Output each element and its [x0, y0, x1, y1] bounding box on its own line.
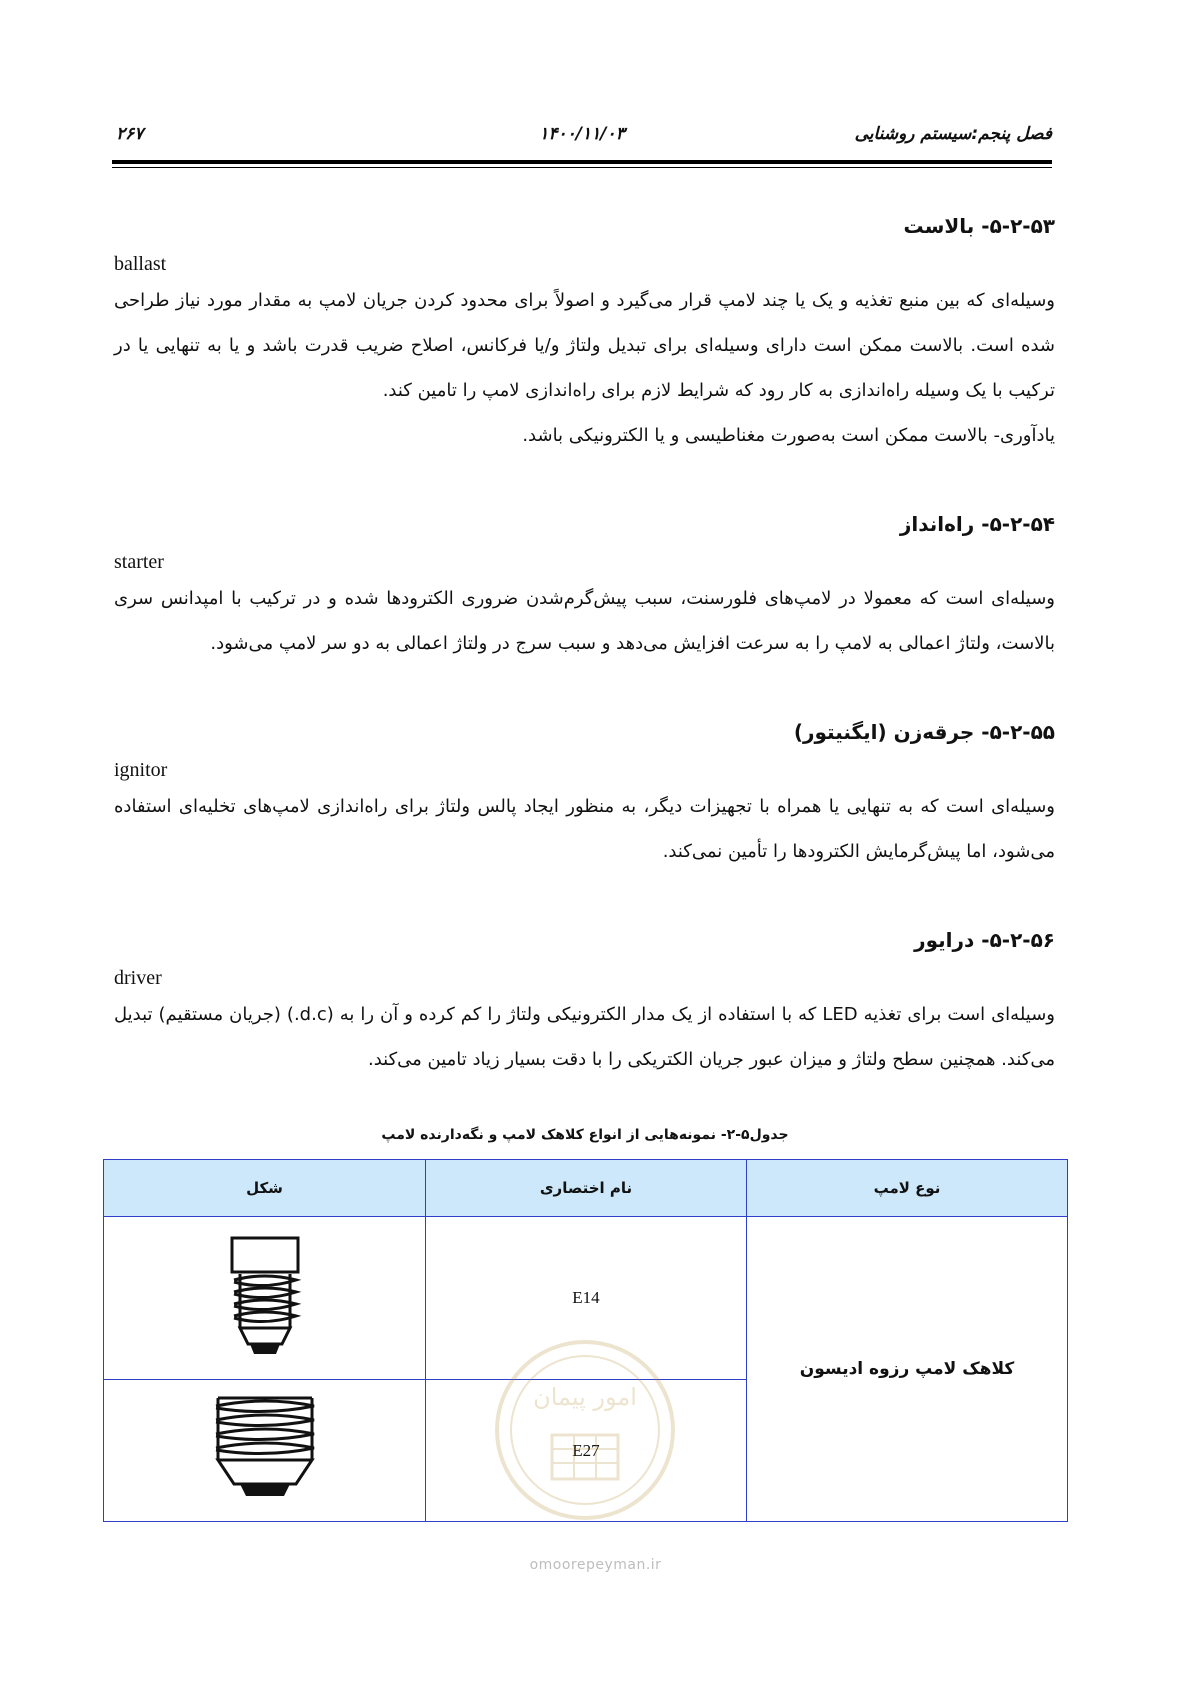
header-date: ۱۴۰۰/۱۱/۰۳: [539, 124, 625, 144]
short-name-cell: E27: [426, 1380, 747, 1522]
header-lamp-type: نوع لامپ: [747, 1160, 1068, 1217]
shape-cell: [104, 1217, 426, 1380]
definition-paragraph: وسیله‌ای است که به تنهایی یا همراه با تجهیزات دیگر، به منظور ایجاد پالس ولتاژ برای راه‌اندازی لامپ‌های تخلیه‌ای استفاده می‌شود، اما پیش‌گرمایش الکترودها را تأمین نمی‌کند.: [114, 796, 1055, 862]
header-shape: شکل: [104, 1160, 426, 1217]
definition-paragraph: وسیله‌ای است که معمولا در لامپ‌های فلورسنت، سبب پیش‌گرم‌شدن ضروری الکترودها شده و در ترکیب با امپدانس سری بالاست، ولتاژ اعمالی به لامپ را به سرعت افزایش می‌دهد و سبب سرج در ولتاژ اعمالی به دو سر لامپ می‌شود.: [114, 588, 1055, 654]
section-title: ۵-۲-۵۳- بالاست: [903, 214, 1055, 238]
e14-screw-base-icon: [220, 1232, 310, 1360]
term-english: driver: [114, 967, 162, 989]
header-short-name: نام اختصاری: [426, 1160, 747, 1217]
main-content: [114, 212, 1055, 1082]
section-title: ۵-۲-۵۵- جرقه‌زن (ایگنیتور): [793, 720, 1055, 744]
table-caption: جدول۵-۲- نمونه‌هایی از انواع کلاهک لامپ و نگه‌دارنده لامپ: [381, 1127, 789, 1143]
definition-paragraph: وسیله‌ای است برای تغذیه LED که با استفاده از یک مدار الکترونیکی ولتاژ را کم کرده و آن را به (d.c.) (جریان مستقیم) تبدیل می‌کند. همچنین سطح ولتاژ و میزان عبور جریان الکتریکی را با دقت بسیار زیاد تامین می‌کند.: [114, 1004, 1055, 1070]
e27-screw-base-icon: [206, 1392, 324, 1504]
short-name-cell: E14: [426, 1217, 747, 1380]
section-ignitor: [114, 718, 1055, 874]
header-rule-thin: [112, 167, 1052, 168]
section-driver: [114, 926, 1055, 1082]
section-ballast: [114, 212, 1055, 458]
term-english: starter: [114, 551, 164, 573]
lamp-type-cell: کلاهک لامپ رزوه ادیسون: [747, 1217, 1068, 1522]
note-paragraph: یادآوری- بالاست ممکن است به‌صورت مغناطیسی و یا الکترونیکی باشد.: [522, 425, 1055, 446]
shape-cell: [104, 1380, 426, 1522]
watermark-site: omoorepeyman.ir: [529, 1557, 662, 1573]
term-english: ignitor: [114, 759, 168, 781]
page-number: ۲۶۷: [116, 124, 144, 144]
running-header: [112, 124, 1052, 154]
term-english: ballast: [114, 253, 167, 275]
watermark-logo-text: امور پیمان: [533, 1383, 637, 1411]
section-starter: [114, 510, 1055, 666]
section-title: ۵-۲-۵۶- درایور: [914, 928, 1055, 952]
header-rule-thick: [112, 160, 1052, 164]
table-row: [104, 1217, 1068, 1380]
chapter-title: فصل پنجم:سیستم روشنایی: [854, 124, 1052, 144]
definition-paragraph: وسیله‌ای که بین منبع تغذیه و یک یا چند لامپ قرار می‌گیرد و اصولاً برای محدود کردن جریان لامپ به مقدار مورد نیاز طراحی شده است. بالاست ممکن است دارای وسیله‌ای برای تبدیل ولتاژ و/یا فرکانس، اصلاح ضریب قدرت باشد و یا به تنهایی یا در ترکیب با یک وسیله راه‌اندازی به کار رود که شرایط لازم برای راه‌اندازی لامپ را تامین کند.: [114, 290, 1055, 401]
table-header-row: [104, 1160, 1068, 1217]
section-title: ۵-۲-۵۴- راه‌انداز: [899, 512, 1055, 536]
lamp-base-table: [103, 1159, 1068, 1522]
